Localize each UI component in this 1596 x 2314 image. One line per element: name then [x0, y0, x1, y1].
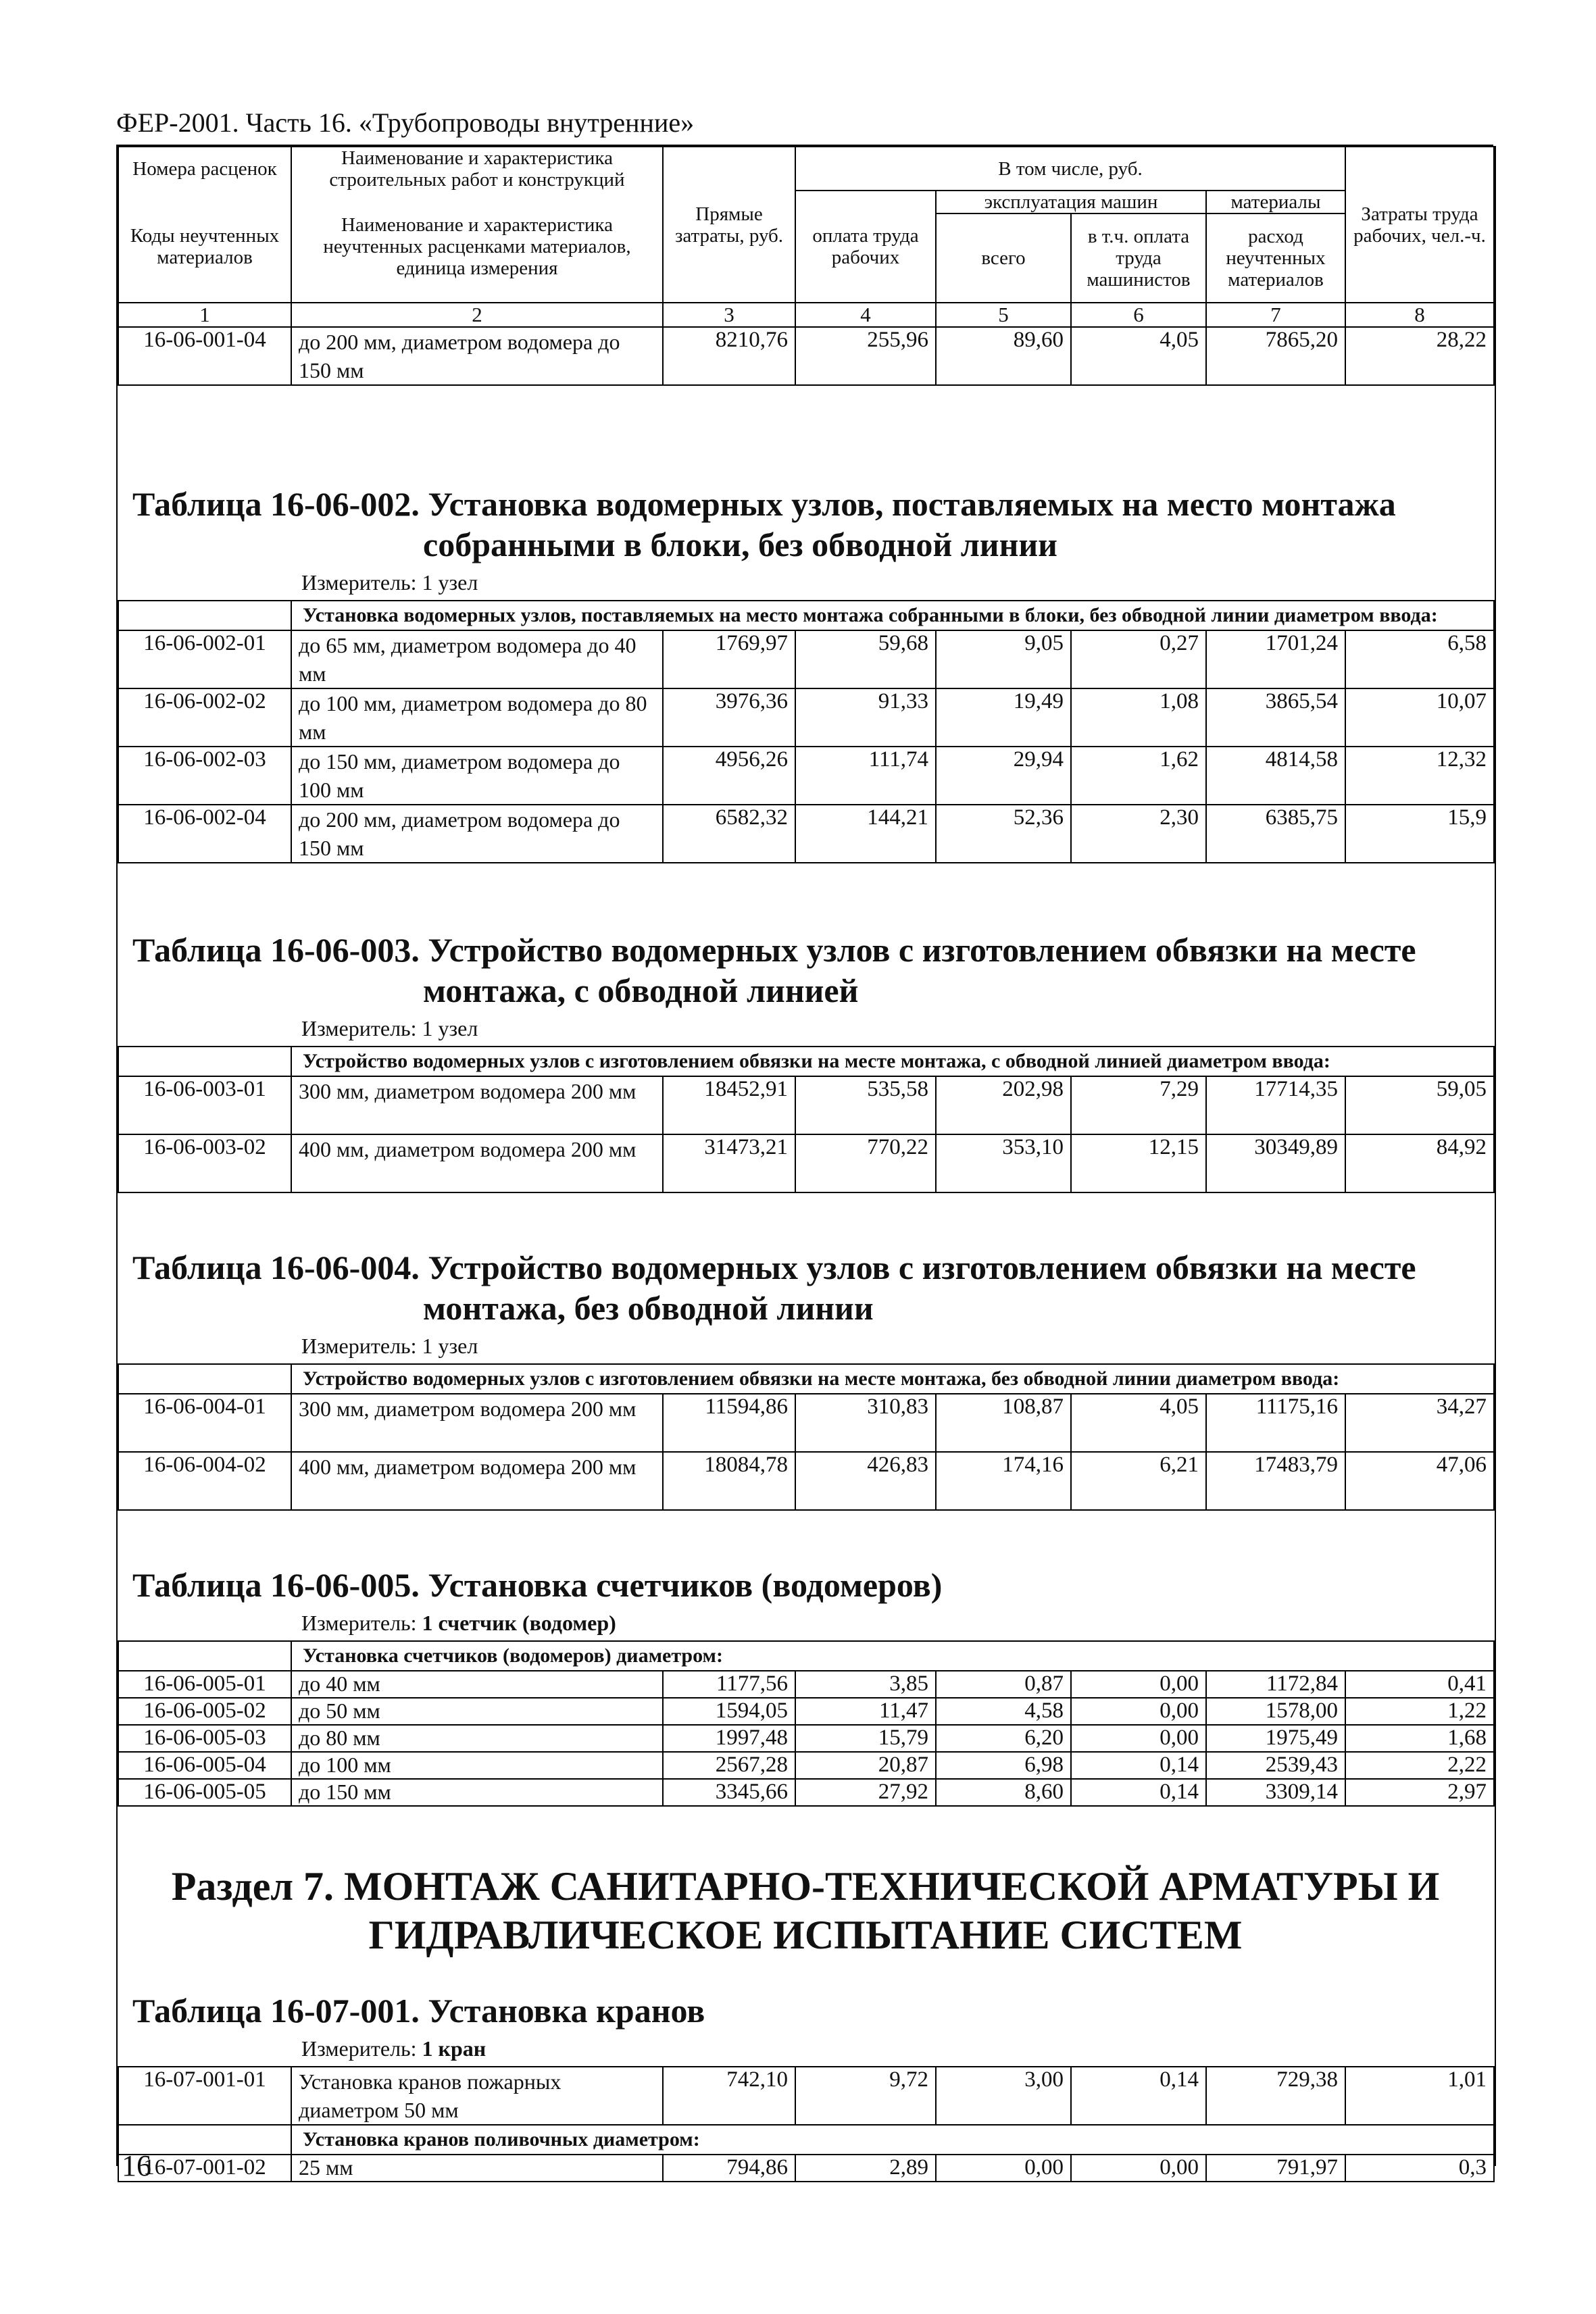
value-cell: 18084,78	[663, 1452, 795, 1510]
value-cell: 4,58	[936, 1698, 1071, 1725]
section-heading-line2: ГИДРАВЛИЧЕСКОЕ ИСПЫТАНИЕ СИСТЕМ	[368, 1913, 1243, 1957]
rate-code: 16-07-001-02	[118, 2155, 291, 2182]
value-cell: 310,83	[795, 1394, 936, 1452]
table-title-line2: собранными в блоки, без обводной линии	[423, 526, 1057, 563]
value-cell: 47,06	[1345, 1452, 1494, 1510]
table-row	[118, 2067, 1494, 2125]
value-cell: 28,22	[1345, 327, 1494, 385]
header-col1-top: Номера расценок	[118, 147, 291, 191]
table-row	[118, 2155, 1494, 2182]
value-cell: 255,96	[795, 327, 936, 385]
column-number: 6	[1071, 303, 1206, 327]
value-cell: 1578,00	[1206, 1698, 1345, 1725]
table-title-line1: Таблица 16-06-002. Установка водомерных узлов, поставляемых на место монтажа	[132, 485, 1396, 523]
value-cell: 742,10	[663, 2067, 795, 2125]
value-cell: 3,00	[936, 2067, 1071, 2125]
group-blank	[118, 1641, 291, 1671]
value-cell: 2,89	[795, 2155, 936, 2182]
work-name: до 100 мм	[291, 1752, 663, 1779]
value-cell: 4814,58	[1206, 747, 1345, 805]
value-cell: 1172,84	[1206, 1671, 1345, 1698]
table-row	[118, 1725, 1494, 1752]
measure-label: Измеритель:	[301, 2036, 417, 2061]
rate-code: 16-06-003-01	[118, 1076, 291, 1134]
rate-code: 16-06-005-04	[118, 1752, 291, 1779]
work-name: 25 мм	[291, 2155, 663, 2182]
value-cell: 0,14	[1071, 1752, 1206, 1779]
value-cell: 15,9	[1345, 805, 1494, 863]
measure-value: 1 узел	[422, 570, 478, 595]
value-cell: 1,01	[1345, 2067, 1494, 2125]
section-heading-line1: Раздел 7. МОНТАЖ САНИТАРНО-ТЕХНИЧЕСКОЙ АРМАТУРЫ И	[171, 1864, 1440, 1909]
work-name: до 200 мм, диаметром водомера до 150 мм	[291, 327, 663, 385]
value-cell: 34,27	[1345, 1394, 1494, 1452]
work-name: до 40 мм	[291, 1671, 663, 1698]
value-cell: 17483,79	[1206, 1452, 1345, 1510]
measure-label: Измеритель:	[301, 570, 417, 595]
header-col1-bottom: Коды неучтенных материалов	[118, 191, 291, 303]
table-row	[118, 1779, 1494, 1806]
value-cell: 794,86	[663, 2155, 795, 2182]
table-title-line1: Таблица 16-06-003. Устройство водомерных узлов с изготовлением обвязки на месте	[132, 931, 1416, 969]
table-row	[118, 1134, 1494, 1192]
measure-unit	[118, 2031, 1493, 2066]
work-name: до 80 мм	[291, 1725, 663, 1752]
value-cell: 4,05	[1071, 1394, 1206, 1452]
measure-label: Измеритель:	[301, 1611, 417, 1635]
rate-code: 16-06-003-02	[118, 1134, 291, 1192]
value-cell: 7,29	[1071, 1076, 1206, 1134]
value-cell: 10,07	[1345, 688, 1494, 747]
column-number: 7	[1206, 303, 1345, 327]
value-cell: 3976,36	[663, 688, 795, 747]
group-heading: Устройство водомерных узлов с изготовлением обвязки на месте монтажа, без обводной линии диаметром ввода:	[291, 1364, 1494, 1394]
value-cell: 6,21	[1071, 1452, 1206, 1510]
group-heading: Установка водомерных узлов, поставляемых на место монтажа собранными в блоки, без обводной линии диаметром ввода:	[291, 601, 1494, 630]
section-heading	[118, 1862, 1493, 1959]
rate-code: 16-06-002-01	[118, 630, 291, 688]
value-cell: 6,20	[936, 1725, 1071, 1752]
table-row	[118, 1394, 1494, 1452]
header-col2-top: Наименование и характеристика строительных работ и конструкций	[291, 147, 663, 191]
value-cell: 2539,43	[1206, 1752, 1345, 1779]
value-cell: 1,08	[1071, 688, 1206, 747]
table-title-line2: монтажа, с обводной линией	[423, 972, 859, 1009]
value-cell: 1,68	[1345, 1725, 1494, 1752]
value-cell: 0,41	[1345, 1671, 1494, 1698]
table-16-06-005	[118, 1565, 1493, 1807]
value-cell: 11175,16	[1206, 1394, 1345, 1452]
value-cell: 2,30	[1071, 805, 1206, 863]
header-unaccounted-materials: расход неучтенных материалов	[1206, 213, 1345, 303]
header-group-including: В том числе, руб.	[795, 147, 1345, 191]
measure-value: 1 узел	[422, 1016, 478, 1040]
work-name: до 50 мм	[291, 1698, 663, 1725]
value-cell: 0,00	[936, 2155, 1071, 2182]
group-blank	[118, 1364, 291, 1394]
measure-label: Измеритель:	[301, 1016, 417, 1040]
value-cell: 6582,32	[663, 805, 795, 863]
value-cell: 8210,76	[663, 327, 795, 385]
running-header: ФЕР-2001. Часть 16. «Трубопроводы внутренние»	[116, 101, 1493, 146]
value-cell: 0,14	[1071, 1779, 1206, 1806]
table-title	[118, 484, 1493, 565]
page-number: 16	[122, 2149, 151, 2182]
value-cell: 0,00	[1071, 2155, 1206, 2182]
value-cell: 2567,28	[663, 1752, 795, 1779]
table-row	[118, 688, 1494, 747]
work-name: Установка кранов пожарных диаметром 50 мм	[291, 2067, 663, 2125]
group-blank	[118, 1047, 291, 1076]
column-number: 8	[1345, 303, 1494, 327]
header-labor-hours: Затраты труда рабочих, чел.-ч.	[1345, 147, 1494, 303]
work-name: 400 мм, диаметром водомера 200 мм	[291, 1452, 663, 1510]
header-worker-pay: оплата труда рабочих	[795, 191, 936, 303]
value-cell: 0,27	[1071, 630, 1206, 688]
value-cell: 1975,49	[1206, 1725, 1345, 1752]
value-cell: 426,83	[795, 1452, 936, 1510]
value-cell: 791,97	[1206, 2155, 1345, 2182]
rate-code: 16-06-005-05	[118, 1779, 291, 1806]
value-cell: 770,22	[795, 1134, 936, 1192]
value-cell: 0,00	[1071, 1671, 1206, 1698]
table-row	[118, 1076, 1494, 1134]
header-direct-costs: Прямые затраты, руб.	[663, 147, 795, 303]
work-name: до 150 мм	[291, 1779, 663, 1806]
table-title	[118, 930, 1493, 1011]
measure-value: 1 кран	[422, 2036, 487, 2061]
value-cell: 12,15	[1071, 1134, 1206, 1192]
table-row	[118, 1698, 1494, 1725]
measure-value: 1 счетчик (водомер)	[422, 1611, 616, 1635]
rate-code: 16-07-001-01	[118, 2067, 291, 2125]
measure-unit	[118, 565, 1493, 600]
column-number: 5	[936, 303, 1071, 327]
group-heading: Устройство водомерных узлов с изготовлением обвязки на месте монтажа, с обводной линией диаметром ввода:	[291, 1047, 1494, 1076]
header-operator-pay: в т.ч. оплата труда машинистов	[1071, 213, 1206, 303]
value-cell: 19,49	[936, 688, 1071, 747]
value-cell: 8,60	[936, 1779, 1071, 1806]
column-number: 3	[663, 303, 795, 327]
rates-table	[118, 1046, 1495, 1193]
value-cell: 15,79	[795, 1725, 936, 1752]
value-cell: 202,98	[936, 1076, 1071, 1134]
value-cell: 4,05	[1071, 327, 1206, 385]
value-cell: 59,68	[795, 630, 936, 688]
measure-value: 1 узел	[422, 1334, 478, 1358]
work-name: до 200 мм, диаметром водомера до 150 мм	[291, 805, 663, 863]
table-row	[118, 747, 1494, 805]
value-cell: 30349,89	[1206, 1134, 1345, 1192]
value-cell: 27,92	[795, 1779, 936, 1806]
rate-code: 16-06-004-01	[118, 1394, 291, 1452]
value-cell: 3865,54	[1206, 688, 1345, 747]
value-cell: 12,32	[1345, 747, 1494, 805]
value-cell: 31473,21	[663, 1134, 795, 1192]
value-cell: 144,21	[795, 805, 936, 863]
value-cell: 18452,91	[663, 1076, 795, 1134]
rate-code: 16-06-005-01	[118, 1671, 291, 1698]
value-cell: 535,58	[795, 1076, 936, 1134]
document-page	[116, 101, 1493, 2180]
value-cell: 1594,05	[663, 1698, 795, 1725]
rate-code: 16-06-002-03	[118, 747, 291, 805]
value-cell: 0,87	[936, 1671, 1071, 1698]
value-cell: 2,97	[1345, 1779, 1494, 1806]
value-cell: 89,60	[936, 327, 1071, 385]
rate-code: 16-06-002-04	[118, 805, 291, 863]
value-cell: 20,87	[795, 1752, 936, 1779]
rate-code: 16-06-004-02	[118, 1452, 291, 1510]
table-title	[118, 1990, 1493, 2031]
value-cell: 4956,26	[663, 747, 795, 805]
table-title-line1: Таблица 16-07-001. Установка кранов	[132, 1992, 705, 2030]
value-cell: 11,47	[795, 1698, 936, 1725]
table-16-06-003	[118, 930, 1493, 1193]
value-cell: 1177,56	[663, 1671, 795, 1698]
table-row	[118, 327, 1494, 385]
column-number: 4	[795, 303, 936, 327]
measure-unit	[118, 1605, 1493, 1640]
rates-table	[118, 1363, 1495, 1511]
value-cell: 3345,66	[663, 1779, 795, 1806]
measure-label: Измеритель:	[301, 1334, 417, 1358]
table-16-06-002	[118, 484, 1493, 863]
work-name: 300 мм, диаметром водомера 200 мм	[291, 1076, 663, 1134]
work-name: 300 мм, диаметром водомера 200 мм	[291, 1394, 663, 1452]
value-cell: 17714,35	[1206, 1076, 1345, 1134]
group-heading: Установка кранов поливочных диаметром:	[291, 2125, 1494, 2155]
value-cell: 0,3	[1345, 2155, 1494, 2182]
value-cell: 91,33	[795, 688, 936, 747]
value-cell: 59,05	[1345, 1076, 1494, 1134]
value-cell: 6,98	[936, 1752, 1071, 1779]
rate-code: 16-06-002-02	[118, 688, 291, 747]
value-cell: 9,72	[795, 2067, 936, 2125]
measure-unit	[118, 1328, 1493, 1363]
value-cell: 111,74	[795, 747, 936, 805]
rates-table	[118, 2066, 1495, 2182]
header-col2-bottom: Наименование и характеристика неучтенных расценками материалов, единица измерения	[291, 191, 663, 303]
value-cell: 6,58	[1345, 630, 1494, 688]
value-cell: 1701,24	[1206, 630, 1345, 688]
value-cell: 0,14	[1071, 2067, 1206, 2125]
value-cell: 3309,14	[1206, 1779, 1345, 1806]
value-cell: 1769,97	[663, 630, 795, 688]
group-blank	[118, 601, 291, 630]
value-cell: 108,87	[936, 1394, 1071, 1452]
table-row	[118, 805, 1494, 863]
table-title	[118, 1247, 1493, 1328]
value-cell: 0,00	[1071, 1725, 1206, 1752]
value-cell: 9,05	[936, 630, 1071, 688]
table-row	[118, 1452, 1494, 1510]
rate-code: 16-06-001-04	[118, 327, 291, 385]
header-materials: материалы	[1206, 191, 1345, 213]
content-frame	[116, 146, 1496, 2180]
rates-table	[118, 600, 1495, 863]
value-cell: 0,00	[1071, 1698, 1206, 1725]
work-name: 400 мм, диаметром водомера 200 мм	[291, 1134, 663, 1192]
rate-code: 16-06-005-02	[118, 1698, 291, 1725]
column-header-table	[118, 146, 1495, 386]
value-cell: 1997,48	[663, 1725, 795, 1752]
column-number: 1	[118, 303, 291, 327]
table-title-line1: Таблица 16-06-005. Установка счетчиков (водомеров)	[132, 1566, 943, 1604]
value-cell: 1,22	[1345, 1698, 1494, 1725]
header-machines-total: всего	[936, 213, 1071, 303]
rates-table	[118, 1640, 1495, 1807]
work-name: до 150 мм, диаметром водомера до 100 мм	[291, 747, 663, 805]
work-name: до 100 мм, диаметром водомера до 80 мм	[291, 688, 663, 747]
table-row	[118, 630, 1494, 688]
value-cell: 3,85	[795, 1671, 936, 1698]
header-machines: эксплуатация машин	[936, 191, 1206, 213]
value-cell: 7865,20	[1206, 327, 1345, 385]
group-heading: Установка счетчиков (водомеров) диаметром:	[291, 1641, 1494, 1671]
work-name: до 65 мм, диаметром водомера до 40 мм	[291, 630, 663, 688]
value-cell: 11594,86	[663, 1394, 795, 1452]
table-16-07-001	[118, 1990, 1493, 2182]
value-cell: 729,38	[1206, 2067, 1345, 2125]
table-title-line1: Таблица 16-06-004. Устройство водомерных узлов с изготовлением обвязки на месте	[132, 1249, 1416, 1286]
value-cell: 1,62	[1071, 747, 1206, 805]
value-cell: 52,36	[936, 805, 1071, 863]
rate-code: 16-06-005-03	[118, 1725, 291, 1752]
table-title-line2: монтажа, без обводной линии	[423, 1289, 874, 1327]
value-cell: 353,10	[936, 1134, 1071, 1192]
value-cell: 84,92	[1345, 1134, 1494, 1192]
measure-unit	[118, 1011, 1493, 1046]
table-16-06-004	[118, 1247, 1493, 1511]
column-number: 2	[291, 303, 663, 327]
value-cell: 174,16	[936, 1452, 1071, 1510]
value-cell: 2,22	[1345, 1752, 1494, 1779]
table-row	[118, 1752, 1494, 1779]
value-cell: 29,94	[936, 747, 1071, 805]
value-cell: 6385,75	[1206, 805, 1345, 863]
table-row	[118, 1671, 1494, 1698]
table-title	[118, 1565, 1493, 1605]
